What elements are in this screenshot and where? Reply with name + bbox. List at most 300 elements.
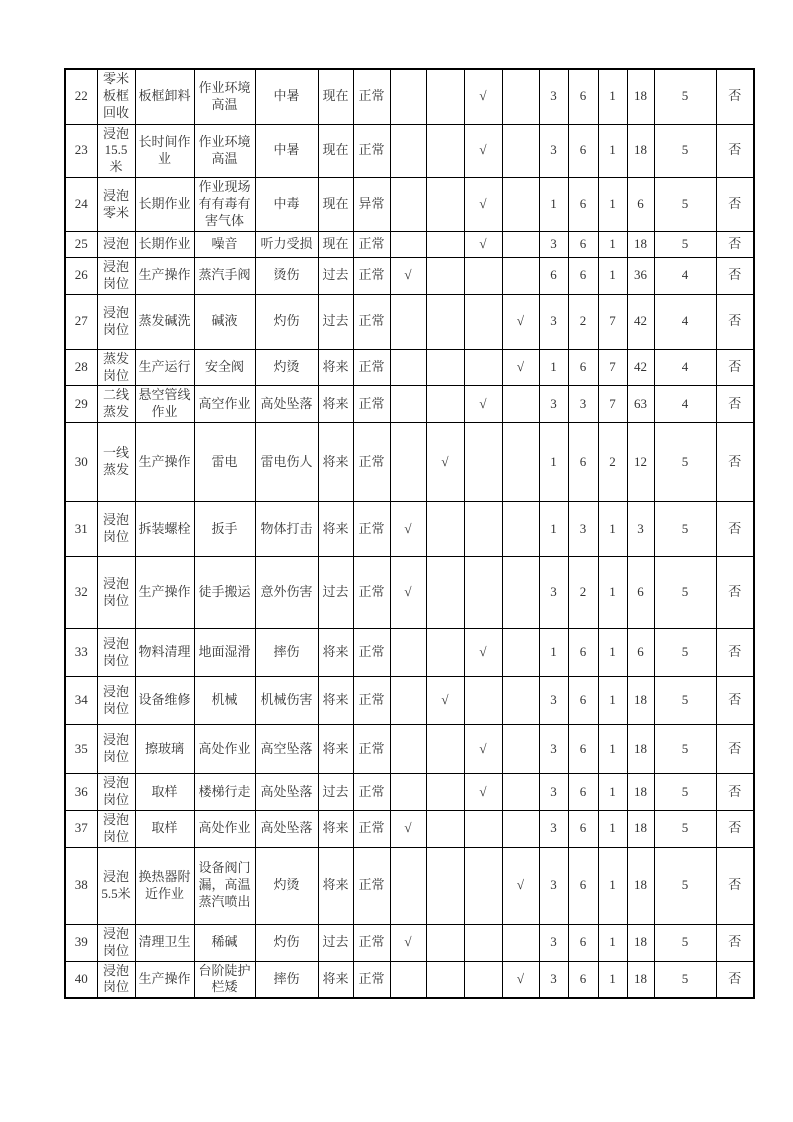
cell-e-value: 2	[568, 557, 598, 629]
cell-risk-level: 5	[654, 847, 716, 924]
cell-d-value: 63	[627, 386, 654, 423]
cell-d-value: 18	[627, 677, 654, 725]
cell-hazard: 作业环境高温	[194, 124, 255, 178]
cell-hazard: 蒸汽手阀	[194, 257, 255, 294]
cell-check-1	[390, 847, 426, 924]
cell-consequence: 中暑	[255, 69, 318, 124]
cell-major-risk: 否	[716, 774, 754, 811]
cell-time-tense: 过去	[318, 294, 353, 349]
cell-e-value: 6	[568, 810, 598, 847]
cell-risk-level: 5	[654, 178, 716, 232]
cell-check-1	[390, 423, 426, 502]
table-row	[65, 725, 754, 774]
table-row	[65, 69, 754, 124]
cell-consequence: 高处坠落	[255, 810, 318, 847]
cell-activity: 擦玻璃	[135, 725, 194, 774]
table-row	[65, 502, 754, 557]
cell-check-3: √	[464, 386, 502, 423]
cell-e-value: 3	[568, 502, 598, 557]
cell-check-3	[464, 847, 502, 924]
cell-consequence: 灼伤	[255, 924, 318, 961]
cell-hazard: 扳手	[194, 502, 255, 557]
cell-d-value: 18	[627, 69, 654, 124]
cell-c-value: 1	[598, 810, 627, 847]
cell-state: 正常	[353, 423, 390, 502]
cell-risk-level: 4	[654, 294, 716, 349]
cell-location: 浸泡岗位	[97, 961, 135, 998]
table-row	[65, 257, 754, 294]
cell-consequence: 高处坠落	[255, 386, 318, 423]
cell-activity: 悬空管线作业	[135, 386, 194, 423]
cell-d-value: 18	[627, 924, 654, 961]
cell-check-3: √	[464, 629, 502, 677]
cell-time-tense: 将来	[318, 423, 353, 502]
cell-consequence: 意外伤害	[255, 557, 318, 629]
cell-major-risk: 否	[716, 257, 754, 294]
cell-state: 正常	[353, 231, 390, 257]
cell-e-value: 6	[568, 231, 598, 257]
cell-check-2	[426, 178, 464, 232]
cell-check-3	[464, 423, 502, 502]
cell-check-4	[502, 423, 539, 502]
cell-activity: 蒸发碱洗	[135, 294, 194, 349]
cell-consequence: 摔伤	[255, 961, 318, 998]
cell-l-value: 3	[539, 294, 568, 349]
cell-c-value: 7	[598, 294, 627, 349]
cell-l-value: 3	[539, 961, 568, 998]
cell-d-value: 18	[627, 774, 654, 811]
cell-e-value: 6	[568, 725, 598, 774]
cell-major-risk: 否	[716, 349, 754, 386]
cell-hazard: 作业环境高温	[194, 69, 255, 124]
table-row	[65, 423, 754, 502]
cell-risk-level: 5	[654, 423, 716, 502]
cell-l-value: 3	[539, 69, 568, 124]
cell-c-value: 1	[598, 924, 627, 961]
cell-c-value: 1	[598, 961, 627, 998]
cell-state: 正常	[353, 557, 390, 629]
cell-consequence: 摔伤	[255, 629, 318, 677]
cell-major-risk: 否	[716, 677, 754, 725]
cell-consequence: 物体打击	[255, 502, 318, 557]
cell-check-1	[390, 629, 426, 677]
cell-c-value: 1	[598, 677, 627, 725]
cell-c-value: 1	[598, 629, 627, 677]
cell-row-number: 29	[65, 386, 97, 423]
cell-activity: 生产运行	[135, 349, 194, 386]
cell-check-4	[502, 386, 539, 423]
cell-check-4	[502, 231, 539, 257]
table-row	[65, 677, 754, 725]
cell-check-3: √	[464, 774, 502, 811]
table-row	[65, 349, 754, 386]
cell-time-tense: 将来	[318, 677, 353, 725]
cell-check-2	[426, 924, 464, 961]
cell-c-value: 1	[598, 231, 627, 257]
cell-activity: 清理卫生	[135, 924, 194, 961]
cell-row-number: 24	[65, 178, 97, 232]
cell-activity: 生产操作	[135, 961, 194, 998]
cell-l-value: 3	[539, 386, 568, 423]
cell-hazard: 高处作业	[194, 810, 255, 847]
cell-hazard: 雷电	[194, 423, 255, 502]
cell-check-1: √	[390, 557, 426, 629]
cell-location: 蒸发岗位	[97, 349, 135, 386]
cell-risk-level: 4	[654, 386, 716, 423]
cell-state: 正常	[353, 69, 390, 124]
cell-major-risk: 否	[716, 124, 754, 178]
cell-check-1	[390, 725, 426, 774]
cell-check-4: √	[502, 294, 539, 349]
cell-hazard: 安全阀	[194, 349, 255, 386]
cell-e-value: 6	[568, 349, 598, 386]
cell-major-risk: 否	[716, 423, 754, 502]
cell-check-4	[502, 629, 539, 677]
cell-e-value: 6	[568, 124, 598, 178]
cell-c-value: 1	[598, 178, 627, 232]
cell-hazard: 台阶陡护栏矮	[194, 961, 255, 998]
cell-d-value: 36	[627, 257, 654, 294]
cell-check-4: √	[502, 961, 539, 998]
cell-time-tense: 将来	[318, 847, 353, 924]
cell-check-2	[426, 557, 464, 629]
cell-row-number: 36	[65, 774, 97, 811]
cell-consequence: 灼伤	[255, 294, 318, 349]
cell-time-tense: 将来	[318, 961, 353, 998]
cell-major-risk: 否	[716, 810, 754, 847]
cell-check-2	[426, 294, 464, 349]
cell-check-3: √	[464, 231, 502, 257]
cell-state: 正常	[353, 725, 390, 774]
cell-location: 浸泡岗位	[97, 294, 135, 349]
cell-hazard: 稀碱	[194, 924, 255, 961]
cell-consequence: 中暑	[255, 124, 318, 178]
cell-check-3	[464, 257, 502, 294]
cell-time-tense: 将来	[318, 810, 353, 847]
cell-d-value: 6	[627, 629, 654, 677]
cell-major-risk: 否	[716, 847, 754, 924]
cell-time-tense: 将来	[318, 349, 353, 386]
cell-activity: 长期作业	[135, 178, 194, 232]
cell-major-risk: 否	[716, 294, 754, 349]
cell-l-value: 3	[539, 810, 568, 847]
cell-activity: 生产操作	[135, 257, 194, 294]
table-body	[65, 69, 754, 998]
cell-check-2	[426, 386, 464, 423]
cell-check-1	[390, 231, 426, 257]
cell-check-3	[464, 502, 502, 557]
cell-consequence: 雷电伤人	[255, 423, 318, 502]
cell-activity: 拆装螺栓	[135, 502, 194, 557]
cell-risk-level: 5	[654, 502, 716, 557]
cell-state: 正常	[353, 124, 390, 178]
cell-risk-level: 5	[654, 924, 716, 961]
cell-risk-level: 4	[654, 257, 716, 294]
cell-check-3	[464, 924, 502, 961]
cell-activity: 换热器附近作业	[135, 847, 194, 924]
cell-check-1	[390, 386, 426, 423]
cell-time-tense: 现在	[318, 178, 353, 232]
cell-c-value: 2	[598, 423, 627, 502]
cell-row-number: 39	[65, 924, 97, 961]
cell-c-value: 1	[598, 69, 627, 124]
cell-activity: 设备维修	[135, 677, 194, 725]
cell-row-number: 33	[65, 629, 97, 677]
cell-check-2: √	[426, 677, 464, 725]
cell-check-3	[464, 677, 502, 725]
cell-c-value: 1	[598, 124, 627, 178]
cell-state: 正常	[353, 257, 390, 294]
cell-location: 零米板框回收	[97, 69, 135, 124]
cell-row-number: 22	[65, 69, 97, 124]
table-row	[65, 847, 754, 924]
cell-e-value: 6	[568, 677, 598, 725]
cell-l-value: 1	[539, 423, 568, 502]
cell-location: 浸泡零米	[97, 178, 135, 232]
cell-consequence: 听力受损	[255, 231, 318, 257]
cell-major-risk: 否	[716, 69, 754, 124]
cell-d-value: 18	[627, 847, 654, 924]
cell-l-value: 1	[539, 629, 568, 677]
cell-location: 浸泡15.5米	[97, 124, 135, 178]
cell-e-value: 6	[568, 774, 598, 811]
cell-check-4	[502, 774, 539, 811]
cell-major-risk: 否	[716, 231, 754, 257]
cell-check-1	[390, 774, 426, 811]
cell-l-value: 3	[539, 557, 568, 629]
cell-check-1	[390, 294, 426, 349]
cell-l-value: 3	[539, 725, 568, 774]
cell-state: 正常	[353, 810, 390, 847]
cell-location: 二线蒸发	[97, 386, 135, 423]
cell-activity: 取样	[135, 810, 194, 847]
cell-major-risk: 否	[716, 178, 754, 232]
cell-check-4	[502, 124, 539, 178]
cell-check-4	[502, 725, 539, 774]
table-row	[65, 231, 754, 257]
cell-check-2	[426, 124, 464, 178]
table-row	[65, 629, 754, 677]
cell-major-risk: 否	[716, 502, 754, 557]
risk-assessment-table	[64, 68, 755, 999]
cell-activity: 生产操作	[135, 557, 194, 629]
cell-hazard: 高处作业	[194, 725, 255, 774]
cell-major-risk: 否	[716, 725, 754, 774]
cell-row-number: 38	[65, 847, 97, 924]
cell-row-number: 40	[65, 961, 97, 998]
cell-time-tense: 将来	[318, 502, 353, 557]
cell-time-tense: 过去	[318, 557, 353, 629]
cell-c-value: 1	[598, 257, 627, 294]
cell-risk-level: 5	[654, 725, 716, 774]
cell-c-value: 1	[598, 502, 627, 557]
cell-check-3: √	[464, 124, 502, 178]
cell-check-2	[426, 231, 464, 257]
table-row	[65, 178, 754, 232]
cell-check-2	[426, 774, 464, 811]
cell-c-value: 1	[598, 847, 627, 924]
cell-l-value: 3	[539, 774, 568, 811]
cell-row-number: 26	[65, 257, 97, 294]
cell-activity: 长期作业	[135, 231, 194, 257]
cell-time-tense: 将来	[318, 629, 353, 677]
cell-time-tense: 现在	[318, 69, 353, 124]
cell-l-value: 1	[539, 349, 568, 386]
cell-time-tense: 将来	[318, 386, 353, 423]
cell-d-value: 3	[627, 502, 654, 557]
cell-location: 浸泡岗位	[97, 924, 135, 961]
cell-state: 正常	[353, 847, 390, 924]
cell-hazard: 噪音	[194, 231, 255, 257]
cell-hazard: 高空作业	[194, 386, 255, 423]
cell-check-1: √	[390, 257, 426, 294]
cell-e-value: 6	[568, 629, 598, 677]
cell-check-4: √	[502, 847, 539, 924]
cell-location: 浸泡岗位	[97, 774, 135, 811]
table-row	[65, 386, 754, 423]
cell-check-4: √	[502, 349, 539, 386]
cell-d-value: 42	[627, 349, 654, 386]
cell-consequence: 机械伤害	[255, 677, 318, 725]
cell-location: 一线蒸发	[97, 423, 135, 502]
cell-e-value: 6	[568, 423, 598, 502]
cell-major-risk: 否	[716, 961, 754, 998]
cell-major-risk: 否	[716, 557, 754, 629]
cell-consequence: 灼烫	[255, 349, 318, 386]
cell-risk-level: 4	[654, 349, 716, 386]
cell-l-value: 3	[539, 231, 568, 257]
cell-check-1: √	[390, 924, 426, 961]
cell-check-4	[502, 257, 539, 294]
cell-time-tense: 过去	[318, 924, 353, 961]
cell-check-1: √	[390, 810, 426, 847]
cell-row-number: 27	[65, 294, 97, 349]
cell-check-3	[464, 349, 502, 386]
cell-check-1	[390, 677, 426, 725]
cell-consequence: 烫伤	[255, 257, 318, 294]
cell-check-4	[502, 178, 539, 232]
cell-hazard: 地面湿滑	[194, 629, 255, 677]
cell-activity: 长时间作业	[135, 124, 194, 178]
cell-state: 正常	[353, 386, 390, 423]
cell-time-tense: 过去	[318, 257, 353, 294]
cell-l-value: 1	[539, 502, 568, 557]
cell-check-4	[502, 502, 539, 557]
cell-check-4	[502, 924, 539, 961]
cell-e-value: 3	[568, 386, 598, 423]
cell-check-2	[426, 961, 464, 998]
cell-row-number: 30	[65, 423, 97, 502]
cell-major-risk: 否	[716, 386, 754, 423]
cell-check-3: √	[464, 69, 502, 124]
cell-consequence: 高处坠落	[255, 774, 318, 811]
cell-l-value: 3	[539, 924, 568, 961]
cell-hazard: 机械	[194, 677, 255, 725]
cell-risk-level: 5	[654, 810, 716, 847]
cell-e-value: 6	[568, 257, 598, 294]
cell-check-3	[464, 961, 502, 998]
cell-location: 浸泡岗位	[97, 257, 135, 294]
cell-row-number: 25	[65, 231, 97, 257]
cell-check-3	[464, 810, 502, 847]
cell-risk-level: 5	[654, 231, 716, 257]
table-row	[65, 924, 754, 961]
cell-check-2	[426, 69, 464, 124]
cell-check-1	[390, 69, 426, 124]
cell-c-value: 7	[598, 349, 627, 386]
cell-d-value: 6	[627, 557, 654, 629]
cell-row-number: 23	[65, 124, 97, 178]
cell-d-value: 18	[627, 961, 654, 998]
cell-c-value: 1	[598, 557, 627, 629]
cell-check-1	[390, 178, 426, 232]
cell-e-value: 6	[568, 924, 598, 961]
table-row	[65, 294, 754, 349]
cell-check-1	[390, 349, 426, 386]
cell-d-value: 42	[627, 294, 654, 349]
cell-location: 浸泡岗位	[97, 629, 135, 677]
cell-state: 异常	[353, 178, 390, 232]
cell-major-risk: 否	[716, 629, 754, 677]
cell-risk-level: 5	[654, 124, 716, 178]
table-row	[65, 961, 754, 998]
cell-check-2	[426, 502, 464, 557]
table-row	[65, 774, 754, 811]
cell-check-1: √	[390, 502, 426, 557]
cell-state: 正常	[353, 774, 390, 811]
cell-e-value: 6	[568, 178, 598, 232]
cell-l-value: 1	[539, 178, 568, 232]
cell-state: 正常	[353, 677, 390, 725]
cell-check-4	[502, 810, 539, 847]
cell-time-tense: 过去	[318, 774, 353, 811]
cell-c-value: 1	[598, 774, 627, 811]
cell-state: 正常	[353, 294, 390, 349]
cell-consequence: 高空坠落	[255, 725, 318, 774]
table-row	[65, 810, 754, 847]
cell-location: 浸泡	[97, 231, 135, 257]
cell-d-value: 6	[627, 178, 654, 232]
cell-activity: 板框卸料	[135, 69, 194, 124]
cell-check-4	[502, 677, 539, 725]
cell-major-risk: 否	[716, 924, 754, 961]
cell-time-tense: 现在	[318, 231, 353, 257]
cell-row-number: 31	[65, 502, 97, 557]
cell-hazard: 碱液	[194, 294, 255, 349]
cell-check-2	[426, 629, 464, 677]
cell-location: 浸泡岗位	[97, 557, 135, 629]
cell-state: 正常	[353, 629, 390, 677]
cell-hazard: 徒手搬运	[194, 557, 255, 629]
cell-location: 浸泡岗位	[97, 810, 135, 847]
cell-state: 正常	[353, 961, 390, 998]
cell-row-number: 28	[65, 349, 97, 386]
cell-check-2	[426, 349, 464, 386]
cell-d-value: 18	[627, 725, 654, 774]
cell-risk-level: 5	[654, 961, 716, 998]
cell-risk-level: 5	[654, 69, 716, 124]
cell-state: 正常	[353, 349, 390, 386]
cell-l-value: 3	[539, 847, 568, 924]
cell-time-tense: 将来	[318, 725, 353, 774]
cell-consequence: 灼烫	[255, 847, 318, 924]
cell-check-3	[464, 294, 502, 349]
cell-e-value: 6	[568, 847, 598, 924]
cell-location: 浸泡岗位	[97, 502, 135, 557]
cell-time-tense: 现在	[318, 124, 353, 178]
cell-row-number: 34	[65, 677, 97, 725]
cell-check-2	[426, 725, 464, 774]
